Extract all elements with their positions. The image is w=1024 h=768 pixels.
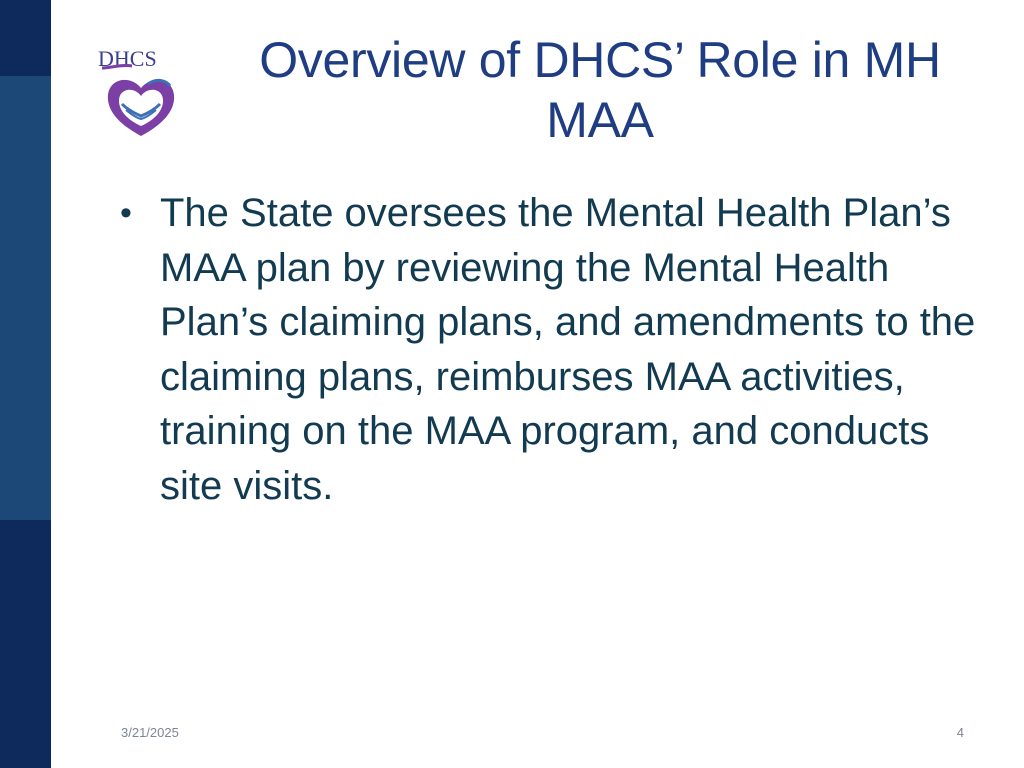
footer-date: 3/21/2025 [121, 725, 179, 740]
dhcs-logo [92, 44, 192, 144]
page-number: 4 [956, 725, 964, 740]
logo-wordmark: DHCS [98, 46, 157, 71]
bullet-item [110, 186, 990, 513]
bullet-list [110, 186, 990, 513]
left-accent-bar [0, 0, 51, 768]
bullet-text: The State oversees the Mental Health Plan’s MAA plan by reviewing the Mental Health Plan’s claiming plans, and amendments to the claiming plans, reimburses MAA activities, training on the MAA program, and conducts site visits. [160, 191, 976, 508]
heart-hands-icon [92, 44, 192, 144]
slide-title: Overview of DHCS’ Role in MH MAA [259, 32, 941, 148]
left-accent-band [0, 76, 51, 520]
bullet-marker: • [120, 194, 132, 232]
